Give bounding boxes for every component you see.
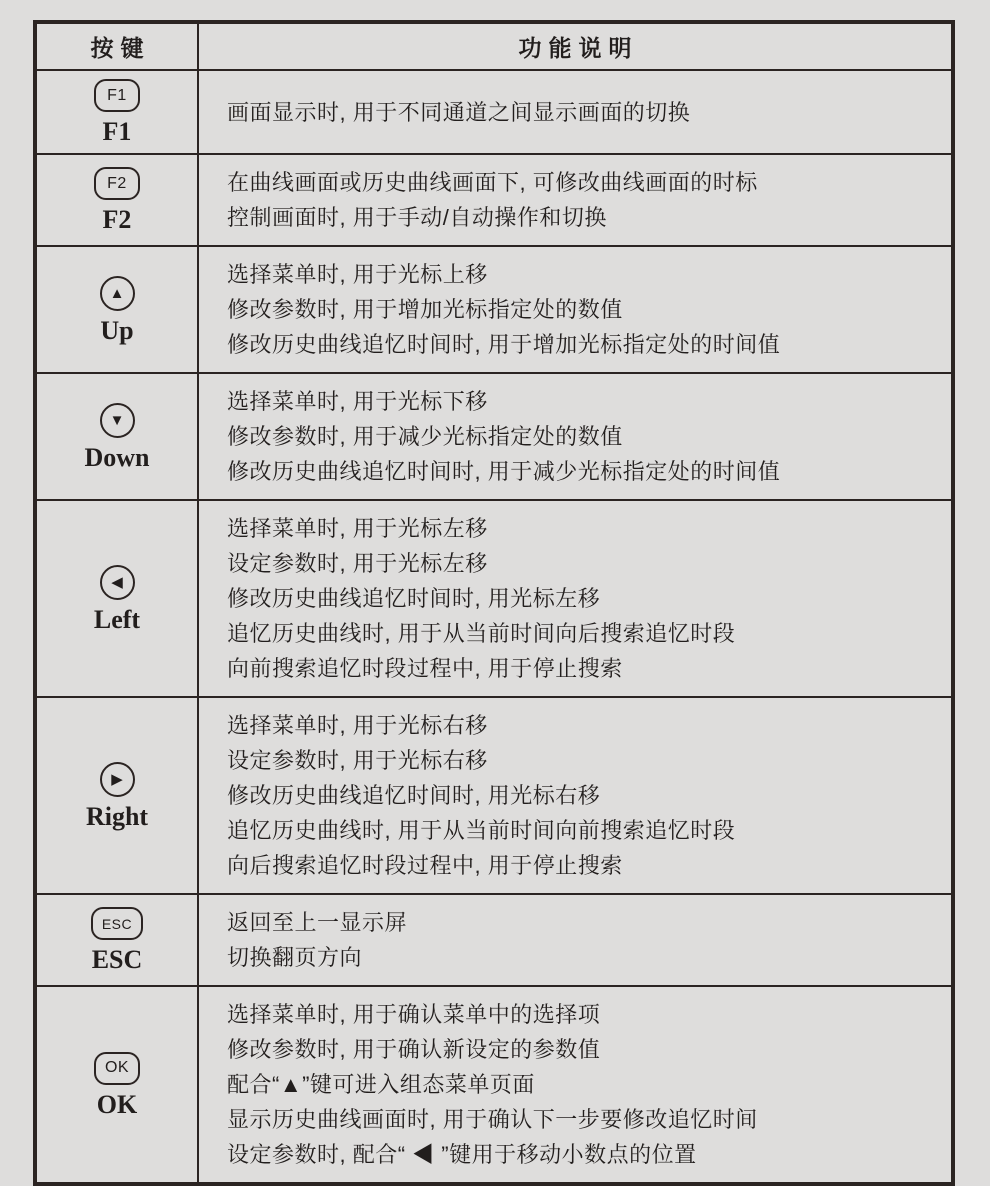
key-cell-esc [37,895,199,985]
f2-key-icon: F2 [94,167,140,200]
function-description-line: 画面显示时, 用于不同通道之间显示画面的切换 [227,99,691,125]
key-label-esc: ESC [91,945,143,974]
up-arrow-key-icon: ▲ [100,276,135,311]
f1-key-icon: F1 [94,79,140,112]
function-description-line: 修改参数时, 用于确认新设定的参数值 [227,1037,601,1062]
key-label-left: Left [93,604,141,634]
header-function-column [199,24,951,69]
key-label-right: Right [85,801,149,831]
function-description-line: 选择菜单时, 用于确认菜单中的选择项 [227,1002,601,1027]
table-row-f2 [37,153,951,245]
key-label-down: Down [84,442,150,472]
table-header-row [37,24,951,69]
table-row-f1 [37,69,951,153]
function-description-line: 向后搜索追忆时段过程中, 用于停止搜索 [227,853,623,878]
key-cell-up [37,247,199,372]
esc-key-icon: ESC [91,907,143,940]
table-row-up [37,245,951,372]
desc-cell-f1 [199,71,951,153]
function-description-line: 追忆历史曲线时, 用于从当前时间向前搜索追忆时段 [227,818,736,843]
desc-cell-esc [199,895,951,985]
function-description-line: 修改历史曲线追忆时间时, 用于减少光标指定处的时间值 [227,459,781,484]
function-description-line: 显示历史曲线画面时, 用于确认下一步要修改追忆时间 [227,1107,758,1132]
header-key-column-label: 按键 [90,35,151,61]
function-description-line: 向前搜索追忆时段过程中, 用于停止搜索 [227,656,623,681]
function-description-line: 选择菜单时, 用于光标右移 [227,713,488,738]
key-label-ok: OK [96,1089,138,1119]
table-row-right [37,696,951,893]
function-description-line: 设定参数时, 配合“ ◀ ”键用于移动小数点的位置 [227,1142,697,1167]
function-description-line: 返回至上一显示屏 [227,910,408,935]
desc-cell-f2 [199,155,951,245]
function-description-line: 配合“▲”键可进入组态菜单页面 [227,1072,535,1097]
function-description-line: 切换翻页方向 [227,945,363,970]
function-description-line: 选择菜单时, 用于光标左移 [227,516,488,541]
desc-cell-left [199,501,951,696]
header-key-column [37,24,199,69]
key-cell-left [37,501,199,696]
key-cell-ok [37,987,199,1182]
left-arrow-key-icon: ◀ [100,565,135,600]
key-label-f1: F1 [102,117,132,146]
function-description-line: 选择菜单时, 用于光标上移 [227,262,488,287]
key-label-up: Up [100,315,134,345]
desc-cell-up [199,247,951,372]
function-description-line: 修改历史曲线追忆时间时, 用于增加光标指定处的时间值 [227,332,781,357]
function-description-line: 修改参数时, 用于增加光标指定处的数值 [227,297,623,322]
key-cell-right [37,698,199,893]
function-description-line: 追忆历史曲线时, 用于从当前时间向后搜索追忆时段 [227,621,736,646]
function-description-line: 选择菜单时, 用于光标下移 [227,389,488,414]
table-row-esc [37,893,951,985]
function-description-line: 控制画面时, 用于手动/自动操作和切换 [227,205,607,230]
table-row-down [37,372,951,499]
desc-cell-right [199,698,951,893]
header-function-column-label: 功能说明 [518,35,639,61]
function-description-line: 修改参数时, 用于减少光标指定处的数值 [227,424,623,449]
desc-cell-down [199,374,951,499]
function-description-line: 在曲线画面或历史曲线画面下, 可修改曲线画面的时标 [227,170,758,195]
key-cell-f1 [37,71,199,153]
down-arrow-key-icon: ▼ [100,403,135,438]
ok-key-icon: OK [94,1052,140,1085]
function-description-line: 设定参数时, 用于光标右移 [227,748,488,773]
function-description-line: 修改历史曲线追忆时间时, 用光标右移 [227,783,601,808]
right-arrow-key-icon: ▶ [100,762,135,797]
key-cell-f2 [37,155,199,245]
key-function-table [33,20,955,1186]
function-description-line: 修改历史曲线追忆时间时, 用光标左移 [227,586,601,611]
function-description-line: 设定参数时, 用于光标左移 [227,551,488,576]
table-row-ok [37,985,951,1182]
desc-cell-ok [199,987,951,1182]
key-label-f2: F2 [102,205,132,234]
key-cell-down [37,374,199,499]
table-row-left [37,499,951,696]
